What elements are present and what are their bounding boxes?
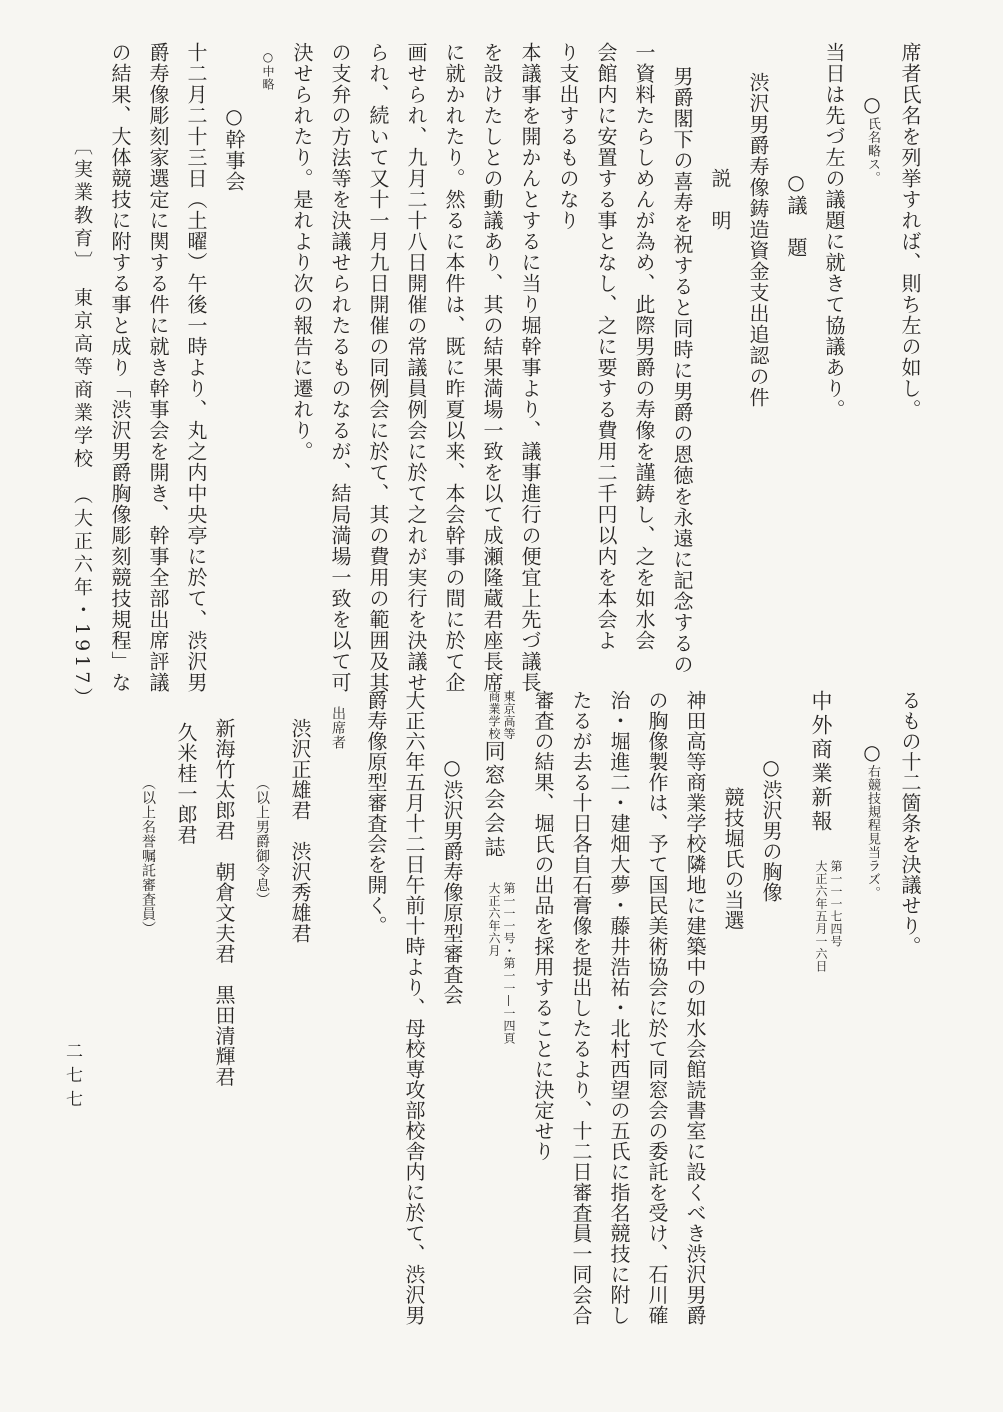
bulletin-date: 大正六年六月 xyxy=(487,882,501,957)
body-column: 十二月二十三日（土曜）午後一時より、丸之内中央亭に於て、渋沢男 xyxy=(184,42,208,693)
bulletin-citation xyxy=(475,690,516,1400)
body-column: の結果、大体競技に附する事と成り「渋沢男爵胸像彫刻競技規程」な xyxy=(108,42,132,693)
regulation-note: 右競技規程見当ラズ。 xyxy=(865,764,880,900)
names-omitted-note-column xyxy=(853,42,891,702)
body-column: 画せられ、九月二十八日開催の常議員例会に於て之れが実行を決議せ xyxy=(404,42,428,693)
body-column: 一資料たらしめんが為め、此際男爵の寿像を謹鋳し、之を如水会 xyxy=(632,42,656,651)
top-text-block xyxy=(63,42,929,711)
body-column: られ、続いて又十一月九日開催の同例会に於て、其の費用の範囲及其 xyxy=(366,42,390,693)
body-column: るもの十二箇条を決議せり。 xyxy=(898,690,922,957)
body-column: 男爵閣下の喜寿を祝すると同時に男爵の恩徳を永遠に記念するの xyxy=(670,66,694,675)
bulletin-title: 同窓会会誌 xyxy=(482,740,506,860)
newspaper-title: 中外商業新報 xyxy=(809,690,833,834)
regulation-note-column xyxy=(853,690,891,1400)
body-column: の支弁の方法等を決議せられたるものなるが、結局満場一致を以て可 xyxy=(328,42,352,693)
circle-marker: ○ xyxy=(860,92,884,117)
body-column: り支出するものなり xyxy=(556,42,580,231)
body-column: の胸像製作は、予て国民美術協会に於て同窓会の委託を受け、石川確 xyxy=(645,690,669,1326)
bulletin-issue-pages: 第一一一号・第一一—一四頁 xyxy=(502,882,516,1045)
body-column: 神田高等商業学校隣地に建築中の如水会館読書室に設くべき渋沢男爵 xyxy=(683,690,707,1326)
attendee-group-note-column: （以上男爵御令息） xyxy=(254,776,270,907)
newspaper-issue-date xyxy=(813,860,843,973)
body-column: 席者氏名を列挙すれば、則ち左の如し。 xyxy=(898,42,922,420)
bulletin-issue-date xyxy=(486,882,516,1045)
attendee-names-column: 久米桂一郎君 xyxy=(174,722,198,845)
attendee-group-note-column: （以上名誉嘱託審査員） xyxy=(140,776,156,936)
omission-note-column: ○中略 xyxy=(261,50,275,91)
spacer xyxy=(494,860,495,882)
body-column: 爵寿像彫刻家選定に関する件に就き幹事会を開き、幹事全部出席評議 xyxy=(146,42,170,693)
attendee-names-column: 新海竹太郎君 朝倉文夫君 黒田清輝君 xyxy=(212,718,236,1087)
bottom-text-block xyxy=(77,690,929,1400)
kanjikai-heading-column: ○幹事会 xyxy=(222,104,246,192)
spacer xyxy=(821,834,822,860)
body-column: 審査の結果、堀氏の出品を採用することに決定せり xyxy=(531,690,555,1162)
article-subheading-column: 競技堀氏の当選 xyxy=(721,787,745,931)
source-attribution-column: 〔実業教育〕 東京高等商業学校 （大正六年・1917） xyxy=(71,136,93,711)
names-omitted-note: 氏名略ス。 xyxy=(865,117,880,185)
explanation-heading-column: 説 明 xyxy=(708,168,732,231)
body-column: 本議事を開かんとするに当り堀幹事より、議事進行の便宜上先づ議長 xyxy=(518,42,542,693)
body-column: 大正六年五月十二日午前十時より、母校専攻部校舎内に於て、渋沢男 xyxy=(402,690,426,1326)
agenda-item-column: 渋沢男爵寿像鋳造資金支出追認の件 xyxy=(746,72,770,408)
article-heading-column: ○渋沢男の胸像 xyxy=(759,755,783,903)
agenda-heading-column: ○議 題 xyxy=(784,170,808,258)
body-column: 爵寿像原型審査会を開く。 xyxy=(364,690,388,936)
body-column: たるが去る十日各自石膏像を提出したるより、十二日審査員一同会合 xyxy=(569,690,593,1326)
body-column: 治・堀進二・建畑大夢・藤井浩祐・北村西望の五氏に指名競技に附し xyxy=(607,690,631,1326)
body-column: 決せられたり。是れより次の報告に遷れり。 xyxy=(290,42,314,462)
attendees-label-column: 出席者 xyxy=(330,706,346,750)
school-name-line1: 東京高等 xyxy=(502,690,516,740)
body-column: 当日は先づ左の議題に就きて協議あり。 xyxy=(822,42,846,420)
review-meeting-heading-column: ○渋沢男爵寿像原型審査会 xyxy=(440,755,464,1005)
attendee-names-column: 渋沢正雄君 渋沢秀雄君 xyxy=(288,718,312,944)
newspaper-issue-number: 第一一一七四号 xyxy=(829,860,843,948)
body-column: を設けたしとの動議あり、其の結果満場一致を以て成瀬隆蔵君座長席 xyxy=(480,42,504,693)
page-number: 二七七 xyxy=(62,1042,82,1114)
bulletin-school-name xyxy=(486,690,516,740)
circle-marker: ○ xyxy=(860,740,884,765)
body-column: に就かれたり。然るに本件は、既に昨夏以来、本会幹事の間に於て企 xyxy=(442,42,466,693)
newspaper-date: 大正六年五月一六日 xyxy=(814,860,828,973)
newspaper-citation xyxy=(802,690,843,1400)
school-name-line2: 商業学校 xyxy=(487,690,501,740)
body-column: 会館内に安置する事となし、之に要する費用二千円以内を本会よ xyxy=(594,42,618,651)
